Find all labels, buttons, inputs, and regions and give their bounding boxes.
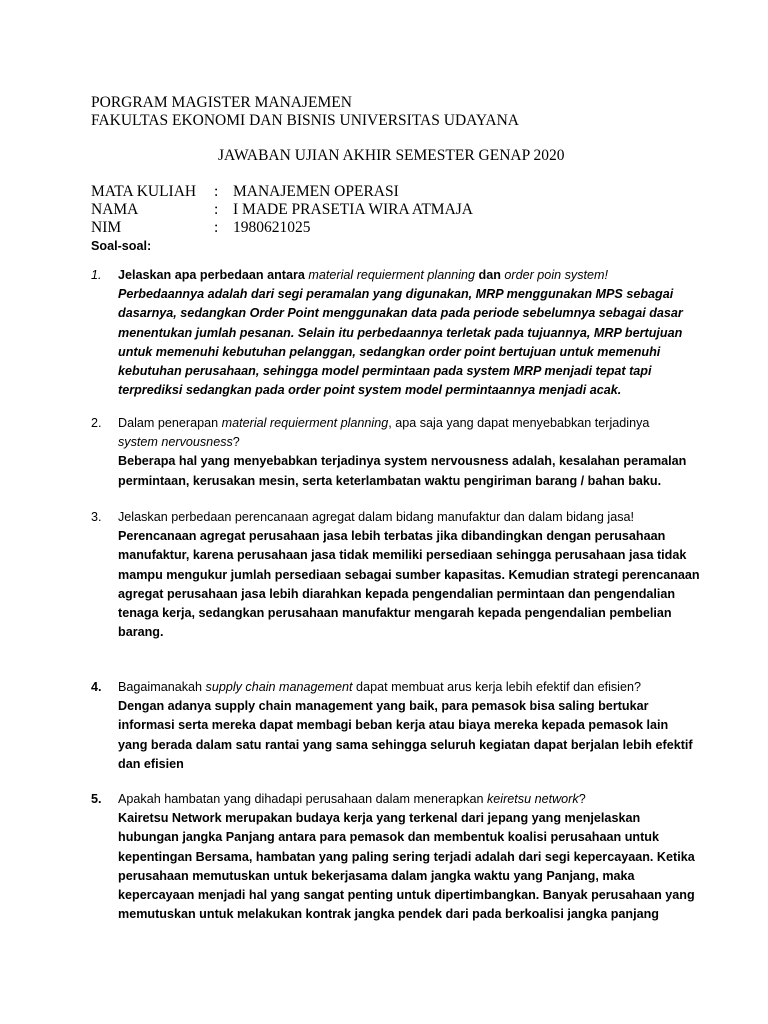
course-colon: : (214, 183, 219, 200)
answer-line: Dengan adanya supply chain management yang baik, para pemasok bisa saling bertukar (118, 699, 649, 714)
questions-heading: Soal-soal: (91, 239, 152, 253)
answer-line: perusahaan memutuskan untuk bekerjasama dalam jangka waktu yang Panjang, maka (118, 868, 635, 883)
question-text: Jelaskan perbedaan perencanaan agregat dalam bidang manufaktur dan dalam bidang jasa! (118, 510, 635, 524)
question-number: 5. (91, 792, 102, 806)
answer-line: kepentingan Bersama, hambatan yang paling sering terjadi adalah dari segi kepercayaan. Ketika (118, 849, 695, 864)
faculty-heading: FAKULTAS EKONOMI DAN BISNIS UNIVERSITAS UDAYANA (91, 112, 519, 129)
name-colon: : (214, 201, 219, 218)
answer-line: permintaan, kerusakan mesin, serta keterlambatan waktu pengiriman barang / bahan baku. (118, 473, 662, 488)
answer-line: kebutuhan perusahaan, sehingga model permintaan pada system MRP menjadi tepat tapi (118, 364, 652, 379)
program-heading: PORGRAM MAGISTER MANAJEMEN (91, 94, 352, 111)
answer-line: barang. (118, 625, 164, 640)
answer-line: mampu mengukur jumlah persediaan sebagai sumber kapasitas. Kemudian strategi perencanaan (118, 567, 700, 582)
answer-line: dan efisien (118, 756, 184, 771)
answer-line: Beberapa hal yang menyebabkan terjadinya system nervousness adalah, kesalahan peramalan (118, 454, 687, 469)
answer-line: Perbedaannya adalah dari segi peramalan yang digunakan, MRP menggunakan MPS sebagai (118, 287, 674, 302)
answer-line: dasarnya, sedangkan Order Point menggunakan data pada periode sebelumnya sebagai dasar (118, 306, 683, 321)
nim-label: NIM (91, 219, 122, 236)
question-number: 4. (91, 680, 102, 694)
course-label: MATA KULIAH (91, 183, 197, 200)
answer-line: agregat perusahaan jasa lebih diarahkan kepada pengendalian permintaan dan pengendalian (118, 586, 676, 601)
question-text: Dalam penerapan material requierment planning, apa saja yang dapat menyebabkan terjadinya (118, 416, 650, 430)
answer-line: Perencanaan agregat perusahaan jasa lebih terbatas jika dibandingkan dengan perusahaan (118, 529, 666, 544)
question-number: 2. (91, 416, 102, 430)
nim-value: 1980621025 (233, 219, 311, 236)
name-label: NAMA (91, 201, 139, 218)
nim-colon: : (214, 219, 219, 236)
question-text-cont: system nervousness? (118, 435, 240, 450)
name-value: I MADE PRASETIA WIRA ATMAJA (233, 201, 473, 218)
answer-line: hubungan jangka Panjang antara para pemasok dan membentuk koalisi perusahaan untuk (118, 830, 659, 845)
course-value: MANAJEMEN OPERASI (233, 183, 399, 200)
answer-line: memutuskan untuk melakukan kontrak jangka pendek dari pada berkoalisi jangka panjang (118, 907, 659, 922)
answer-line: menentukan jumlah pesanan. Selain itu perbedaannya terletak pada tujuannya, MRP bertujuan (118, 325, 683, 340)
answer-line: terprediksi sedangkan pada order point system model permintaannya menjadi acak. (118, 383, 622, 398)
answer-line: kepercayaan menjadi hal yang sangat penting untuk dipertimbangkan. Banyak perusahaan yang (118, 888, 695, 903)
answer-line: Kairetsu Network merupakan budaya kerja yang terkenal dari jepang yang menjelaskan (118, 811, 641, 826)
answer-line: informasi serta mereka dapat membagi beban kerja atau biaya mereka kepada pemasok lain (118, 718, 669, 733)
answer-line: manufaktur, karena perusahaan jasa tidak memiliki persediaan sehingga perusahaan jasa tidak (118, 548, 687, 563)
question-text: Apakah hambatan yang dihadapi perusahaan dalam menerapkan keiretsu network? (118, 792, 586, 806)
question-number: 3. (91, 510, 102, 524)
answer-line: yang berada dalam satu rantai yang sama sehingga seluruh kegiatan dapat berjalan lebih efektif (118, 737, 693, 752)
answer-line: untuk memenuhi kebutuhan pelanggan, sedangkan order point bertujuan untuk memenuhi (118, 344, 661, 359)
question-text: Bagaimanakah supply chain management dapat membuat arus kerja lebih efektif dan efisien? (118, 680, 641, 694)
exam-title: JAWABAN UJIAN AKHIR SEMESTER GENAP 2020 (218, 147, 565, 164)
answer-line: tenaga kerja, sedangkan perusahaan manufaktur mengarah kepada pengendalian pembelian (118, 606, 672, 621)
question-number: 1. (91, 268, 102, 282)
question-text: Jelaskan apa perbedaan antara material requierment planning dan order poin system! (118, 268, 608, 282)
